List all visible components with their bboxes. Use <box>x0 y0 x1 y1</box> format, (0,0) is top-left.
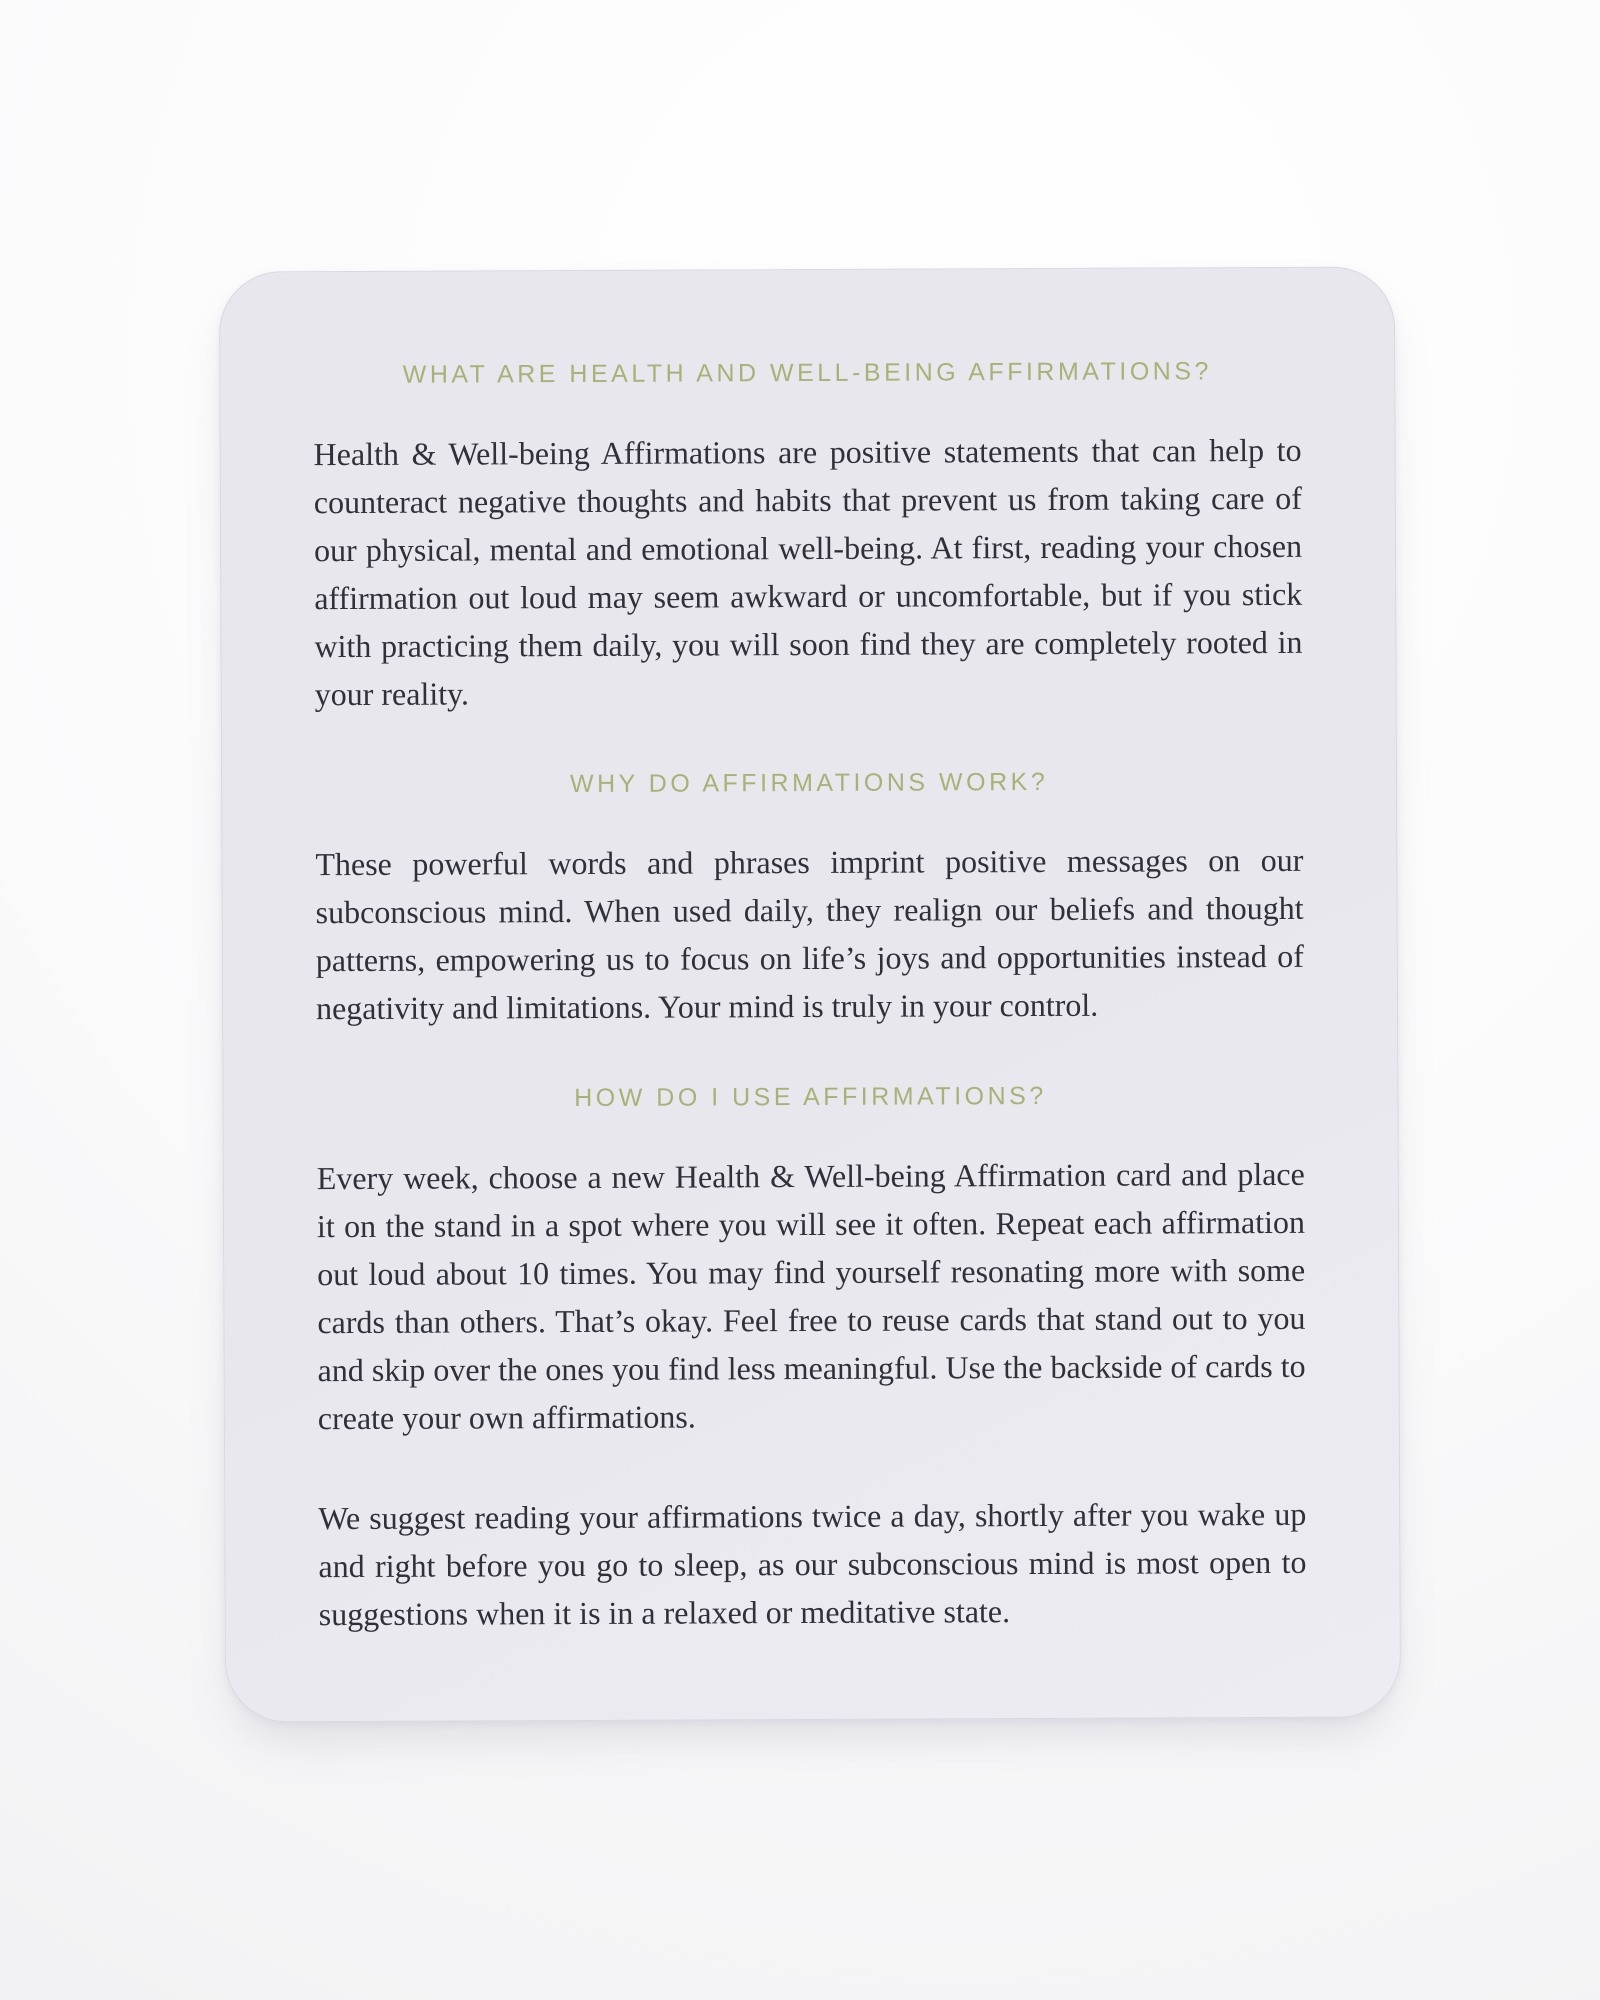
section-heading: HOW DO I USE AFFIRMATIONS? <box>574 1081 1047 1113</box>
section-heading: WHY DO AFFIRMATIONS WORK? <box>569 767 1049 799</box>
body-paragraph: Every week, choose a new Health & Well-being Affirmation card and place it on the stand in a spot where you will see it often. Repeat each affirmation out loud about 10 times. You may find yourself resonating more with some cards than others. That’s okay. Feel free to reuse cards that stand out to you and skip over the ones you find less meaningful. Use the backside of cards to create your own affirmations. <box>316 1155 1306 1437</box>
section-why-affirmations-work <box>315 766 1304 1032</box>
section-what-are-affirmations <box>313 356 1303 718</box>
section-heading: WHAT ARE HEALTH AND WELL-BEING AFFIRMATIONS? <box>402 357 1212 389</box>
body-paragraph: Health & Well-being Affirmations are positive statements that can help to counteract negative thoughts and habits that prevent us from taking care of our physical, mental and emotional well-being. At first, reading your chosen affirmation out loud may seem awkward or uncomfortable, but if you stick with practicing them daily, you will soon find they are completely rooted in your reality. <box>313 431 1303 713</box>
section-how-to-use-affirmations <box>316 1080 1306 1638</box>
body-paragraph: We suggest reading your affirmations twice a day, shortly after you wake up and right before you go to sleep, as our subconscious mind is most open to suggestions when it is in a relaxed or meditative state. <box>318 1495 1307 1633</box>
body-paragraph: These powerful words and phrases imprint positive messages on our subconscious mind. When used daily, they realign our beliefs and thought patterns, empowering us to focus on life’s joys and opportunities instead of negativity and limitations. Your mind is truly in your control. <box>315 841 1304 1027</box>
instruction-card <box>219 266 1401 1722</box>
